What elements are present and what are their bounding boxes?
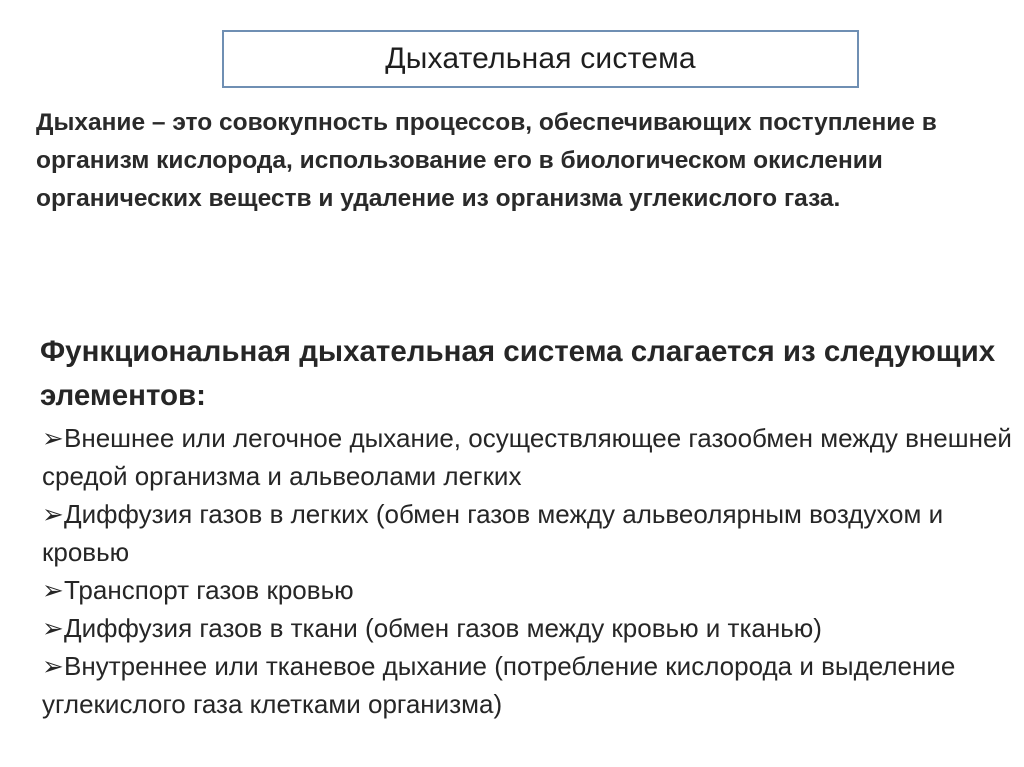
definition-paragraph: Дыхание – это совокупность процессов, обеспечивающих поступление в организм кислорода, использование его в биологическом окислении органических веществ и удаление из организма углекислого газа.: [36, 109, 937, 212]
list-item: [42, 495, 1012, 571]
components-heading: Функциональная дыхательная система слагается из следующих элементов:: [40, 335, 996, 412]
list-item-text: Транспорт газов кровью: [64, 575, 354, 605]
list-item: [42, 419, 1012, 495]
components-list: [42, 419, 1012, 723]
arrowhead-bullet-icon: ➢: [42, 651, 64, 681]
arrowhead-bullet-icon: ➢: [42, 423, 64, 453]
list-item: [42, 609, 1012, 647]
arrowhead-bullet-icon: ➢: [42, 613, 64, 643]
slide-title-box: [222, 30, 859, 88]
list-item-text: Диффузия газов в легких (обмен газов между альвеолярным воздухом и кровью: [42, 499, 944, 567]
arrowhead-bullet-icon: ➢: [42, 575, 64, 605]
list-item-text: Внутреннее или тканевое дыхание (потребление кислорода и выделение углекислого газа клетками организма): [42, 651, 956, 719]
slide-title: Дыхательная система: [385, 42, 696, 75]
list-item: [42, 571, 1012, 609]
list-item-text: Диффузия газов в ткани (обмен газов между кровью и тканью): [64, 613, 822, 643]
list-item-text: Внешнее или легочное дыхание, осуществляющее газообмен между внешней средой организма и альвеолами легких: [42, 423, 1012, 491]
list-item: [42, 647, 1012, 723]
arrowhead-bullet-icon: ➢: [42, 499, 64, 529]
